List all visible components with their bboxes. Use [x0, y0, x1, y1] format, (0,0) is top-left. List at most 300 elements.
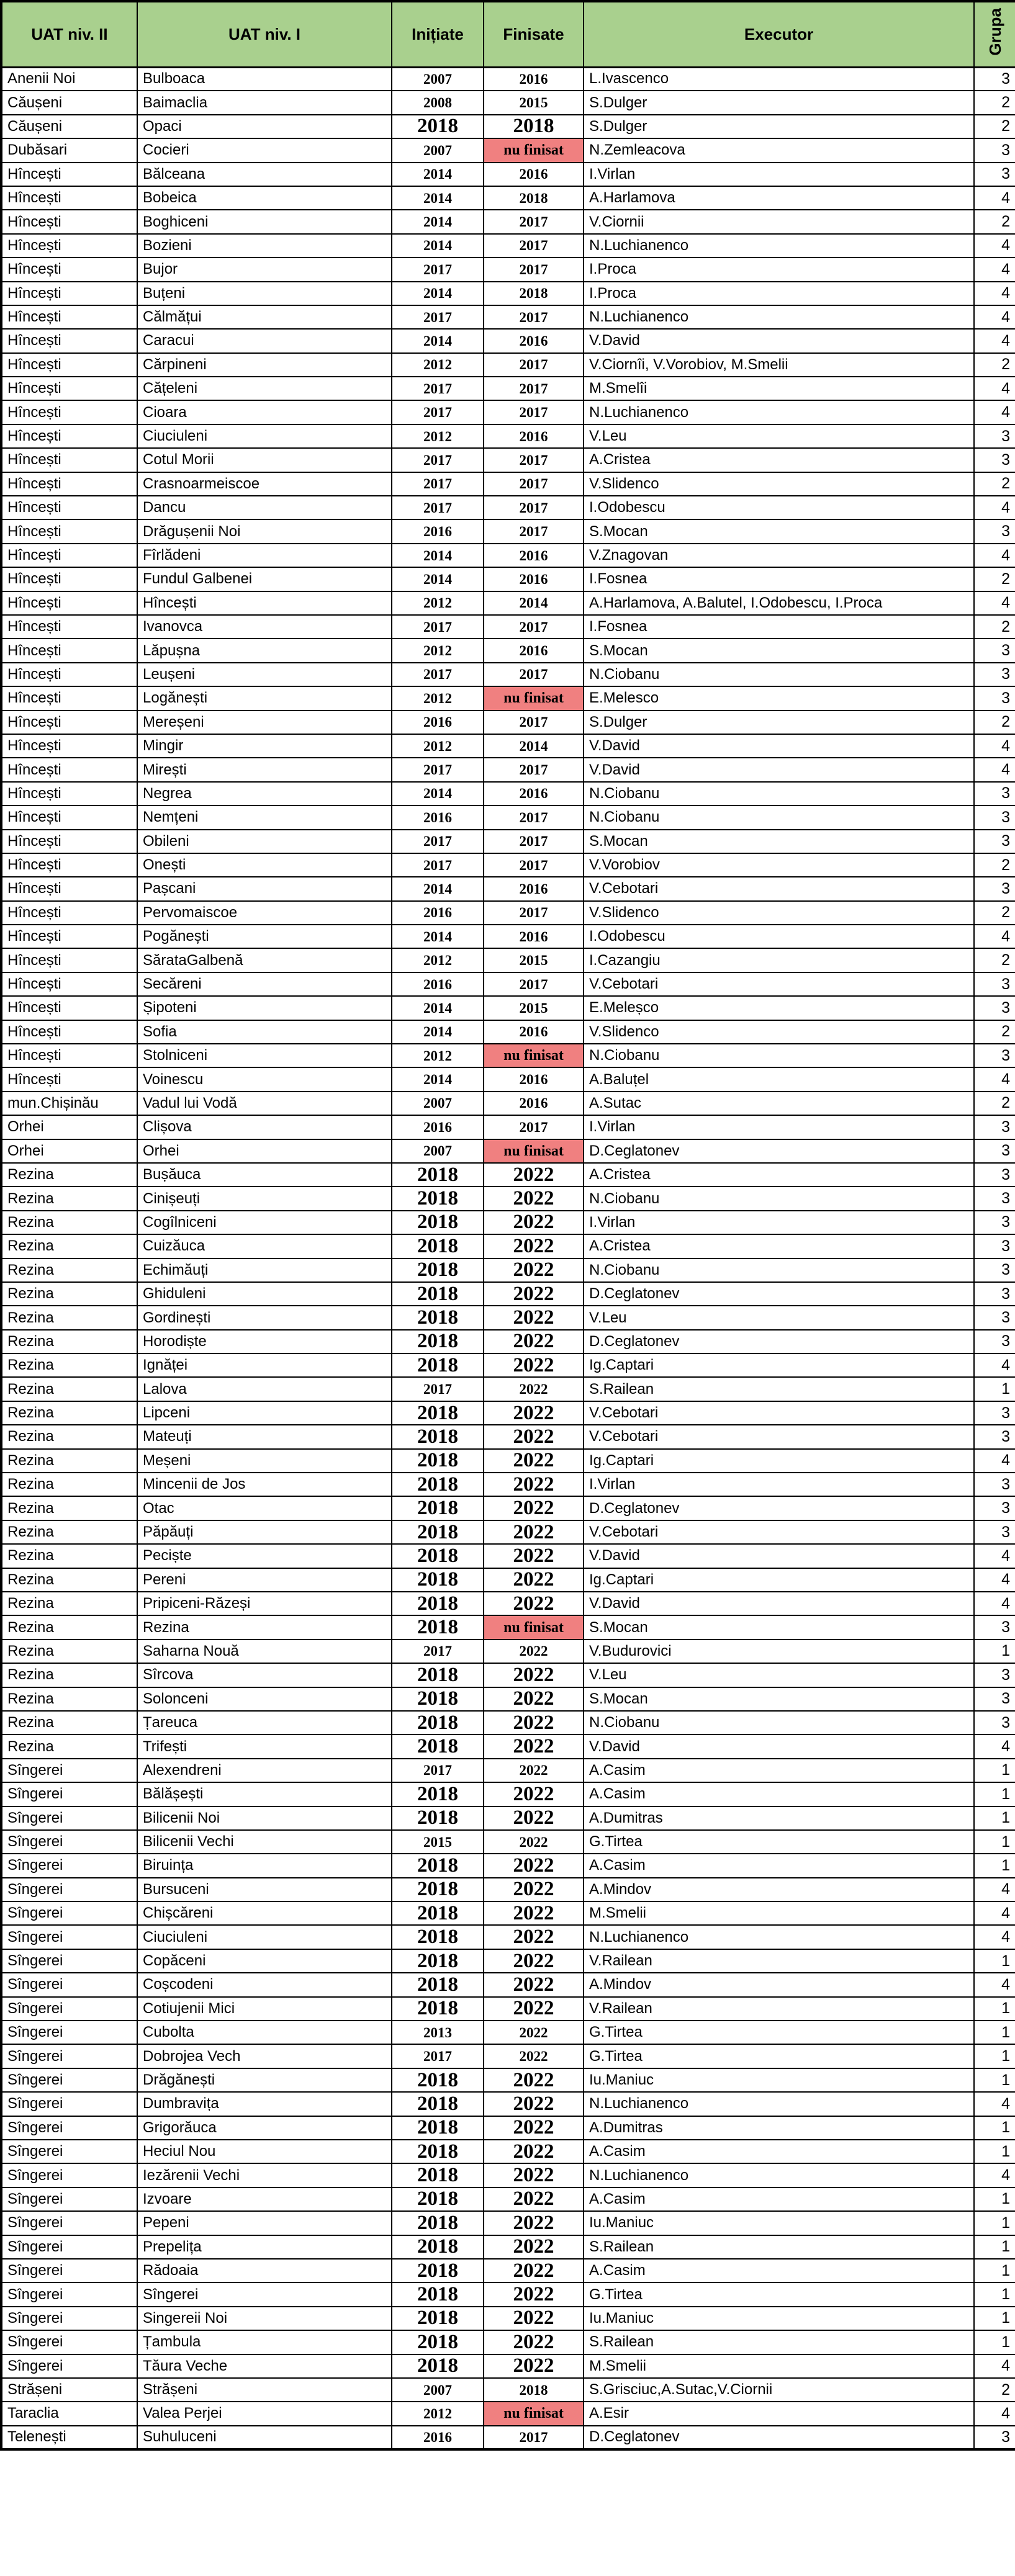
- cell-finisate[interactable]: nu finisat: [484, 138, 584, 162]
- header-uat-niv2[interactable]: UAT niv. II: [1, 1, 137, 67]
- cell-finisate[interactable]: 2022: [484, 1997, 584, 2021]
- cell-uat-niv2[interactable]: Hîncești: [1, 901, 137, 925]
- cell-uat-niv2[interactable]: Sîngerei: [1, 1759, 137, 1782]
- cell-initiate[interactable]: 2018: [392, 2235, 484, 2259]
- cell-uat-niv1[interactable]: Solonceni: [137, 1687, 392, 1711]
- cell-initiate[interactable]: 2018: [392, 115, 484, 138]
- cell-uat-niv1[interactable]: Stolniceni: [137, 1044, 392, 1067]
- cell-uat-niv2[interactable]: Hîncești: [1, 758, 137, 781]
- cell-uat-niv1[interactable]: Țambula: [137, 2330, 392, 2354]
- cell-uat-niv1[interactable]: Sofia: [137, 1020, 392, 1044]
- cell-grupa[interactable]: 4: [974, 400, 1015, 424]
- cell-uat-niv2[interactable]: Rezina: [1, 1735, 137, 1758]
- cell-uat-niv1[interactable]: Cotul Morii: [137, 448, 392, 472]
- cell-executor[interactable]: I.Proca: [584, 258, 974, 281]
- cell-initiate[interactable]: 2016: [392, 2426, 484, 2449]
- cell-grupa[interactable]: 2: [974, 901, 1015, 925]
- cell-uat-niv1[interactable]: Mateuți: [137, 1425, 392, 1448]
- cell-initiate[interactable]: 2013: [392, 2021, 484, 2044]
- cell-executor[interactable]: N.Luchianenco: [584, 234, 974, 258]
- cell-executor[interactable]: N.Luchianenco: [584, 2163, 974, 2187]
- cell-finisate[interactable]: 2016: [484, 544, 584, 567]
- cell-uat-niv1[interactable]: Echimăuți: [137, 1259, 392, 1282]
- cell-uat-niv1[interactable]: Lalova: [137, 1377, 392, 1401]
- cell-finisate[interactable]: 2022: [484, 2140, 584, 2163]
- cell-grupa[interactable]: 4: [974, 1353, 1015, 1377]
- cell-uat-niv2[interactable]: Sîngerei: [1, 2140, 137, 2163]
- cell-finisate[interactable]: 2022: [484, 2211, 584, 2235]
- cell-initiate[interactable]: 2018: [392, 1163, 484, 1187]
- cell-executor[interactable]: E.Melesco: [584, 686, 974, 710]
- cell-uat-niv1[interactable]: Cărpineni: [137, 353, 392, 377]
- cell-grupa[interactable]: 1: [974, 1640, 1015, 1663]
- cell-uat-niv2[interactable]: Taraclia: [1, 2402, 137, 2425]
- cell-executor[interactable]: M.Smelîi: [584, 377, 974, 400]
- cell-grupa[interactable]: 3: [974, 877, 1015, 900]
- cell-grupa[interactable]: 4: [974, 591, 1015, 615]
- cell-initiate[interactable]: 2018: [392, 2092, 484, 2116]
- cell-finisate[interactable]: 2022: [484, 2116, 584, 2140]
- cell-uat-niv1[interactable]: Ivanovca: [137, 615, 392, 639]
- cell-finisate[interactable]: 2017: [484, 400, 584, 424]
- cell-executor[interactable]: D.Ceglatonev: [584, 2426, 974, 2449]
- cell-initiate[interactable]: 2018: [392, 1211, 484, 1234]
- cell-uat-niv2[interactable]: Telenești: [1, 2426, 137, 2449]
- cell-finisate[interactable]: 2022: [484, 2282, 584, 2306]
- cell-grupa[interactable]: 3: [974, 163, 1015, 186]
- cell-finisate[interactable]: 2022: [484, 1234, 584, 1258]
- cell-finisate[interactable]: 2022: [484, 1949, 584, 1973]
- cell-initiate[interactable]: 2018: [392, 2282, 484, 2306]
- cell-finisate[interactable]: 2017: [484, 448, 584, 472]
- cell-grupa[interactable]: 3: [974, 1473, 1015, 1496]
- cell-initiate[interactable]: 2016: [392, 901, 484, 925]
- cell-finisate[interactable]: 2017: [484, 377, 584, 400]
- cell-uat-niv2[interactable]: Hîncești: [1, 353, 137, 377]
- cell-grupa[interactable]: 1: [974, 2211, 1015, 2235]
- cell-uat-niv1[interactable]: Nemțeni: [137, 806, 392, 829]
- cell-executor[interactable]: V.David: [584, 1592, 974, 1615]
- cell-uat-niv1[interactable]: Ciuciuleni: [137, 424, 392, 448]
- cell-grupa[interactable]: 3: [974, 1211, 1015, 1234]
- cell-executor[interactable]: N.Luchianenco: [584, 1925, 974, 1949]
- cell-initiate[interactable]: 2015: [392, 1830, 484, 1854]
- cell-grupa[interactable]: 1: [974, 2307, 1015, 2330]
- cell-finisate[interactable]: 2022: [484, 1901, 584, 1925]
- cell-initiate[interactable]: 2018: [392, 1687, 484, 1711]
- cell-initiate[interactable]: 2018: [392, 2211, 484, 2235]
- cell-grupa[interactable]: 4: [974, 2092, 1015, 2116]
- cell-initiate[interactable]: 2018: [392, 1878, 484, 1901]
- cell-uat-niv1[interactable]: Pereni: [137, 1568, 392, 1592]
- cell-finisate[interactable]: 2022: [484, 1259, 584, 1282]
- cell-initiate[interactable]: 2014: [392, 782, 484, 806]
- cell-grupa[interactable]: 3: [974, 686, 1015, 710]
- cell-grupa[interactable]: 4: [974, 1592, 1015, 1615]
- cell-executor[interactable]: A.Cristea: [584, 1163, 974, 1187]
- cell-executor[interactable]: A.Casim: [584, 2259, 974, 2282]
- cell-executor[interactable]: A.Casim: [584, 1782, 974, 1806]
- cell-uat-niv2[interactable]: Sîngerei: [1, 1782, 137, 1806]
- cell-uat-niv2[interactable]: Rezina: [1, 1163, 137, 1187]
- cell-uat-niv1[interactable]: Biruința: [137, 1854, 392, 1877]
- cell-initiate[interactable]: 2014: [392, 329, 484, 352]
- cell-executor[interactable]: S.Mocan: [584, 1687, 974, 1711]
- cell-initiate[interactable]: 2014: [392, 996, 484, 1020]
- header-grupa[interactable]: [974, 1, 1015, 67]
- cell-initiate[interactable]: 2014: [392, 282, 484, 305]
- cell-uat-niv2[interactable]: Hîncești: [1, 305, 137, 329]
- cell-executor[interactable]: N.Luchianenco: [584, 305, 974, 329]
- cell-finisate[interactable]: 2014: [484, 734, 584, 758]
- cell-uat-niv2[interactable]: Sîngerei: [1, 1878, 137, 1901]
- cell-grupa[interactable]: 3: [974, 1663, 1015, 1687]
- cell-finisate[interactable]: 2016: [484, 639, 584, 662]
- cell-finisate[interactable]: 2022: [484, 1806, 584, 1830]
- cell-grupa[interactable]: 4: [974, 305, 1015, 329]
- cell-initiate[interactable]: 2017: [392, 496, 484, 519]
- cell-grupa[interactable]: 4: [974, 544, 1015, 567]
- cell-uat-niv1[interactable]: Crasnoarmeiscoe: [137, 472, 392, 496]
- cell-executor[interactable]: S.Railean: [584, 1377, 974, 1401]
- cell-grupa[interactable]: 3: [974, 1401, 1015, 1425]
- cell-finisate[interactable]: 2022: [484, 2044, 584, 2068]
- cell-uat-niv2[interactable]: Hîncești: [1, 400, 137, 424]
- cell-finisate[interactable]: 2022: [484, 1187, 584, 1210]
- cell-grupa[interactable]: 4: [974, 925, 1015, 948]
- cell-uat-niv2[interactable]: Rezina: [1, 1663, 137, 1687]
- cell-uat-niv2[interactable]: Rezina: [1, 1401, 137, 1425]
- cell-uat-niv1[interactable]: Otac: [137, 1496, 392, 1520]
- cell-executor[interactable]: M.Smelii: [584, 2354, 974, 2378]
- cell-uat-niv1[interactable]: Onești: [137, 853, 392, 877]
- cell-uat-niv1[interactable]: Ignăței: [137, 1353, 392, 1377]
- cell-initiate[interactable]: 2007: [392, 138, 484, 162]
- cell-grupa[interactable]: 3: [974, 2426, 1015, 2449]
- cell-uat-niv2[interactable]: Sîngerei: [1, 2282, 137, 2306]
- cell-uat-niv2[interactable]: Sîngerei: [1, 1806, 137, 1830]
- cell-executor[interactable]: N.Luchianenco: [584, 2092, 974, 2116]
- cell-uat-niv1[interactable]: Meșeni: [137, 1449, 392, 1473]
- cell-uat-niv2[interactable]: Rezina: [1, 1711, 137, 1735]
- cell-initiate[interactable]: 2018: [392, 2068, 484, 2092]
- cell-grupa[interactable]: 1: [974, 2188, 1015, 2211]
- cell-uat-niv2[interactable]: Sîngerei: [1, 2307, 137, 2330]
- cell-executor[interactable]: I.Fosnea: [584, 567, 974, 591]
- cell-initiate[interactable]: 2014: [392, 234, 484, 258]
- cell-executor[interactable]: A.Mindov: [584, 1878, 974, 1901]
- cell-grupa[interactable]: 1: [974, 1782, 1015, 1806]
- cell-executor[interactable]: V.Slidenco: [584, 472, 974, 496]
- cell-finisate[interactable]: 2016: [484, 782, 584, 806]
- cell-initiate[interactable]: 2018: [392, 2259, 484, 2282]
- cell-executor[interactable]: A.Casim: [584, 1854, 974, 1877]
- cell-finisate[interactable]: 2016: [484, 877, 584, 900]
- cell-uat-niv1[interactable]: Bălășești: [137, 1782, 392, 1806]
- cell-initiate[interactable]: 2018: [392, 1568, 484, 1592]
- cell-grupa[interactable]: 2: [974, 115, 1015, 138]
- cell-initiate[interactable]: 2018: [392, 1353, 484, 1377]
- cell-executor[interactable]: V.David: [584, 1735, 974, 1758]
- cell-finisate[interactable]: nu finisat: [484, 2402, 584, 2425]
- cell-uat-niv1[interactable]: Ghiduleni: [137, 1282, 392, 1306]
- cell-grupa[interactable]: 3: [974, 1282, 1015, 1306]
- cell-uat-niv2[interactable]: Sîngerei: [1, 2092, 137, 2116]
- cell-uat-niv2[interactable]: Hîncești: [1, 472, 137, 496]
- cell-initiate[interactable]: 2018: [392, 1854, 484, 1877]
- cell-initiate[interactable]: 2017: [392, 663, 484, 686]
- cell-finisate[interactable]: 2016: [484, 329, 584, 352]
- cell-uat-niv1[interactable]: Suhuluceni: [137, 2426, 392, 2449]
- cell-uat-niv1[interactable]: Singereii Noi: [137, 2307, 392, 2330]
- cell-initiate[interactable]: 2017: [392, 472, 484, 496]
- cell-executor[interactable]: V.David: [584, 734, 974, 758]
- cell-finisate[interactable]: 2022: [484, 2307, 584, 2330]
- cell-executor[interactable]: V.Vorobiov: [584, 853, 974, 877]
- cell-uat-niv2[interactable]: Strășeni: [1, 2378, 137, 2402]
- cell-initiate[interactable]: 2014: [392, 163, 484, 186]
- cell-executor[interactable]: V.Leu: [584, 1663, 974, 1687]
- cell-finisate[interactable]: 2015: [484, 91, 584, 114]
- cell-uat-niv1[interactable]: Bujor: [137, 258, 392, 281]
- cell-grupa[interactable]: 3: [974, 1234, 1015, 1258]
- cell-uat-niv2[interactable]: Sîngerei: [1, 1973, 137, 1996]
- cell-uat-niv2[interactable]: Sîngerei: [1, 2235, 137, 2259]
- cell-initiate[interactable]: 2018: [392, 2163, 484, 2187]
- cell-executor[interactable]: I.Odobescu: [584, 496, 974, 519]
- cell-uat-niv1[interactable]: Chișcăreni: [137, 1901, 392, 1925]
- cell-uat-niv2[interactable]: Dubăsari: [1, 138, 137, 162]
- cell-grupa[interactable]: 2: [974, 948, 1015, 972]
- cell-executor[interactable]: G.Tirtea: [584, 2021, 974, 2044]
- cell-grupa[interactable]: 3: [974, 996, 1015, 1020]
- cell-uat-niv1[interactable]: Bulboaca: [137, 67, 392, 91]
- cell-grupa[interactable]: 1: [974, 1997, 1015, 2021]
- cell-executor[interactable]: V.Budurovici: [584, 1640, 974, 1663]
- cell-grupa[interactable]: 4: [974, 2402, 1015, 2425]
- cell-initiate[interactable]: 2018: [392, 1949, 484, 1973]
- cell-uat-niv2[interactable]: Hîncești: [1, 544, 137, 567]
- cell-grupa[interactable]: 3: [974, 1425, 1015, 1448]
- cell-uat-niv2[interactable]: Hîncești: [1, 782, 137, 806]
- cell-uat-niv2[interactable]: Rezina: [1, 1615, 137, 1639]
- cell-uat-niv2[interactable]: Rezina: [1, 1187, 137, 1210]
- cell-initiate[interactable]: 2018: [392, 1544, 484, 1568]
- cell-finisate[interactable]: 2022: [484, 1282, 584, 1306]
- cell-grupa[interactable]: 3: [974, 1139, 1015, 1163]
- cell-initiate[interactable]: 2017: [392, 1759, 484, 1782]
- cell-uat-niv1[interactable]: Cocieri: [137, 138, 392, 162]
- cell-uat-niv1[interactable]: Baimaclia: [137, 91, 392, 114]
- cell-initiate[interactable]: 2012: [392, 2402, 484, 2425]
- cell-grupa[interactable]: 1: [974, 2282, 1015, 2306]
- cell-uat-niv1[interactable]: Izvoare: [137, 2188, 392, 2211]
- cell-uat-niv1[interactable]: Pașcani: [137, 877, 392, 900]
- cell-executor[interactable]: I.Cazangiu: [584, 948, 974, 972]
- cell-executor[interactable]: V.Cebotari: [584, 972, 974, 996]
- cell-grupa[interactable]: 1: [974, 2021, 1015, 2044]
- cell-initiate[interactable]: 2018: [392, 1425, 484, 1448]
- cell-initiate[interactable]: 2012: [392, 591, 484, 615]
- cell-initiate[interactable]: 2014: [392, 1020, 484, 1044]
- cell-uat-niv2[interactable]: Sîngerei: [1, 2044, 137, 2068]
- cell-uat-niv1[interactable]: Fundul Galbenei: [137, 567, 392, 591]
- cell-uat-niv1[interactable]: Mirești: [137, 758, 392, 781]
- cell-uat-niv1[interactable]: Alexendreni: [137, 1759, 392, 1782]
- cell-uat-niv2[interactable]: Sîngerei: [1, 2163, 137, 2187]
- cell-finisate[interactable]: 2022: [484, 1711, 584, 1735]
- cell-uat-niv1[interactable]: Prepelița: [137, 2235, 392, 2259]
- cell-initiate[interactable]: 2018: [392, 1925, 484, 1949]
- cell-executor[interactable]: A.Dumitras: [584, 2116, 974, 2140]
- cell-finisate[interactable]: 2022: [484, 1568, 584, 1592]
- cell-executor[interactable]: S.Mocan: [584, 519, 974, 543]
- cell-grupa[interactable]: 2: [974, 567, 1015, 591]
- cell-grupa[interactable]: 3: [974, 1687, 1015, 1711]
- cell-initiate[interactable]: 2018: [392, 1330, 484, 1353]
- cell-executor[interactable]: N.Ciobanu: [584, 663, 974, 686]
- cell-executor[interactable]: I.Virlan: [584, 163, 974, 186]
- cell-executor[interactable]: A.Mindov: [584, 1973, 974, 1996]
- cell-executor[interactable]: G.Tirtea: [584, 2282, 974, 2306]
- cell-uat-niv2[interactable]: Hîncești: [1, 711, 137, 734]
- cell-finisate[interactable]: 2017: [484, 853, 584, 877]
- cell-uat-niv2[interactable]: Sîngerei: [1, 2330, 137, 2354]
- cell-initiate[interactable]: 2018: [392, 1782, 484, 1806]
- cell-initiate[interactable]: 2017: [392, 615, 484, 639]
- cell-executor[interactable]: A.Harlamova: [584, 186, 974, 210]
- cell-finisate[interactable]: 2022: [484, 1353, 584, 1377]
- cell-uat-niv2[interactable]: Rezina: [1, 1520, 137, 1544]
- cell-finisate[interactable]: 2022: [484, 1330, 584, 1353]
- cell-uat-niv2[interactable]: Sîngerei: [1, 2188, 137, 2211]
- cell-finisate[interactable]: 2022: [484, 1687, 584, 1711]
- cell-grupa[interactable]: 4: [974, 1449, 1015, 1473]
- cell-uat-niv2[interactable]: Hîncești: [1, 567, 137, 591]
- cell-finisate[interactable]: 2022: [484, 2163, 584, 2187]
- cell-uat-niv2[interactable]: Rezina: [1, 1282, 137, 1306]
- header-initiate[interactable]: Inițiate: [392, 1, 484, 67]
- cell-uat-niv2[interactable]: Hîncești: [1, 282, 137, 305]
- cell-executor[interactable]: N.Ciobanu: [584, 782, 974, 806]
- cell-uat-niv2[interactable]: Hîncești: [1, 496, 137, 519]
- cell-initiate[interactable]: 2012: [392, 686, 484, 710]
- cell-executor[interactable]: S.Mocan: [584, 639, 974, 662]
- cell-executor[interactable]: S.Dulger: [584, 711, 974, 734]
- cell-finisate[interactable]: 2018: [484, 186, 584, 210]
- cell-uat-niv2[interactable]: Rezina: [1, 1473, 137, 1496]
- cell-uat-niv2[interactable]: Sîngerei: [1, 2259, 137, 2282]
- cell-initiate[interactable]: 2012: [392, 639, 484, 662]
- cell-finisate[interactable]: 2017: [484, 2426, 584, 2449]
- cell-uat-niv2[interactable]: Hîncești: [1, 972, 137, 996]
- cell-uat-niv1[interactable]: Negrea: [137, 782, 392, 806]
- cell-initiate[interactable]: 2012: [392, 734, 484, 758]
- cell-uat-niv2[interactable]: Sîngerei: [1, 1901, 137, 1925]
- cell-initiate[interactable]: 2018: [392, 1234, 484, 1258]
- cell-uat-niv1[interactable]: Lăpușna: [137, 639, 392, 662]
- cell-finisate[interactable]: 2022: [484, 2188, 584, 2211]
- cell-uat-niv1[interactable]: Dobrojea Vech: [137, 2044, 392, 2068]
- cell-executor[interactable]: A.Casim: [584, 2188, 974, 2211]
- cell-grupa[interactable]: 4: [974, 2354, 1015, 2378]
- cell-finisate[interactable]: 2022: [484, 1782, 584, 1806]
- cell-executor[interactable]: N.Ciobanu: [584, 1044, 974, 1067]
- cell-executor[interactable]: M.Smelii: [584, 1901, 974, 1925]
- cell-initiate[interactable]: 2018: [392, 2188, 484, 2211]
- cell-uat-niv2[interactable]: Hîncești: [1, 163, 137, 186]
- cell-executor[interactable]: N.Ciobanu: [584, 1187, 974, 1210]
- cell-grupa[interactable]: 3: [974, 1330, 1015, 1353]
- cell-finisate[interactable]: 2022: [484, 1854, 584, 1877]
- cell-uat-niv2[interactable]: Rezina: [1, 1449, 137, 1473]
- cell-initiate[interactable]: 2018: [392, 1592, 484, 1615]
- cell-finisate[interactable]: 2017: [484, 496, 584, 519]
- cell-finisate[interactable]: 2016: [484, 163, 584, 186]
- cell-finisate[interactable]: 2017: [484, 901, 584, 925]
- cell-uat-niv1[interactable]: Cuizăuca: [137, 1234, 392, 1258]
- cell-finisate[interactable]: 2022: [484, 1973, 584, 1996]
- cell-executor[interactable]: D.Ceglatonev: [584, 1139, 974, 1163]
- cell-grupa[interactable]: 4: [974, 758, 1015, 781]
- cell-finisate[interactable]: 2017: [484, 830, 584, 853]
- cell-finisate[interactable]: 2016: [484, 925, 584, 948]
- cell-finisate[interactable]: 2017: [484, 353, 584, 377]
- cell-uat-niv2[interactable]: Sîngerei: [1, 1997, 137, 2021]
- cell-finisate[interactable]: 2022: [484, 1544, 584, 1568]
- cell-initiate[interactable]: 2017: [392, 258, 484, 281]
- cell-executor[interactable]: V.Railean: [584, 1949, 974, 1973]
- cell-uat-niv1[interactable]: Călmățui: [137, 305, 392, 329]
- cell-initiate[interactable]: 2018: [392, 1496, 484, 1520]
- cell-initiate[interactable]: 2018: [392, 1663, 484, 1687]
- cell-initiate[interactable]: 2017: [392, 853, 484, 877]
- cell-grupa[interactable]: 4: [974, 2163, 1015, 2187]
- cell-grupa[interactable]: 1: [974, 2068, 1015, 2092]
- cell-finisate[interactable]: 2022: [484, 2068, 584, 2092]
- cell-executor[interactable]: V.Cebotari: [584, 1401, 974, 1425]
- cell-finisate[interactable]: 2022: [484, 1735, 584, 1758]
- cell-uat-niv1[interactable]: Bursuceni: [137, 1878, 392, 1901]
- cell-executor[interactable]: A.Cristea: [584, 448, 974, 472]
- cell-uat-niv2[interactable]: Hîncești: [1, 1044, 137, 1067]
- cell-uat-niv1[interactable]: Obileni: [137, 830, 392, 853]
- cell-grupa[interactable]: 1: [974, 2044, 1015, 2068]
- cell-initiate[interactable]: 2018: [392, 2354, 484, 2378]
- cell-finisate[interactable]: 2022: [484, 1830, 584, 1854]
- cell-finisate[interactable]: 2022: [484, 1163, 584, 1187]
- cell-executor[interactable]: Ig.Captari: [584, 1449, 974, 1473]
- cell-uat-niv2[interactable]: Hîncești: [1, 377, 137, 400]
- cell-uat-niv1[interactable]: Drăgănești: [137, 2068, 392, 2092]
- cell-initiate[interactable]: 2014: [392, 210, 484, 233]
- cell-uat-niv1[interactable]: Horodiște: [137, 1330, 392, 1353]
- cell-executor[interactable]: Ig.Captari: [584, 1568, 974, 1592]
- cell-grupa[interactable]: 3: [974, 1259, 1015, 1282]
- cell-initiate[interactable]: 2016: [392, 972, 484, 996]
- cell-uat-niv2[interactable]: Hîncești: [1, 948, 137, 972]
- cell-grupa[interactable]: 3: [974, 1187, 1015, 1210]
- cell-finisate[interactable]: 2017: [484, 806, 584, 829]
- cell-uat-niv2[interactable]: Căușeni: [1, 91, 137, 114]
- cell-grupa[interactable]: 4: [974, 258, 1015, 281]
- header-finisate[interactable]: Finisate: [484, 1, 584, 67]
- cell-uat-niv2[interactable]: Rezina: [1, 1544, 137, 1568]
- cell-initiate[interactable]: 2014: [392, 567, 484, 591]
- cell-uat-niv1[interactable]: Cogîlniceni: [137, 1211, 392, 1234]
- cell-finisate[interactable]: 2017: [484, 711, 584, 734]
- cell-grupa[interactable]: 2: [974, 1092, 1015, 1115]
